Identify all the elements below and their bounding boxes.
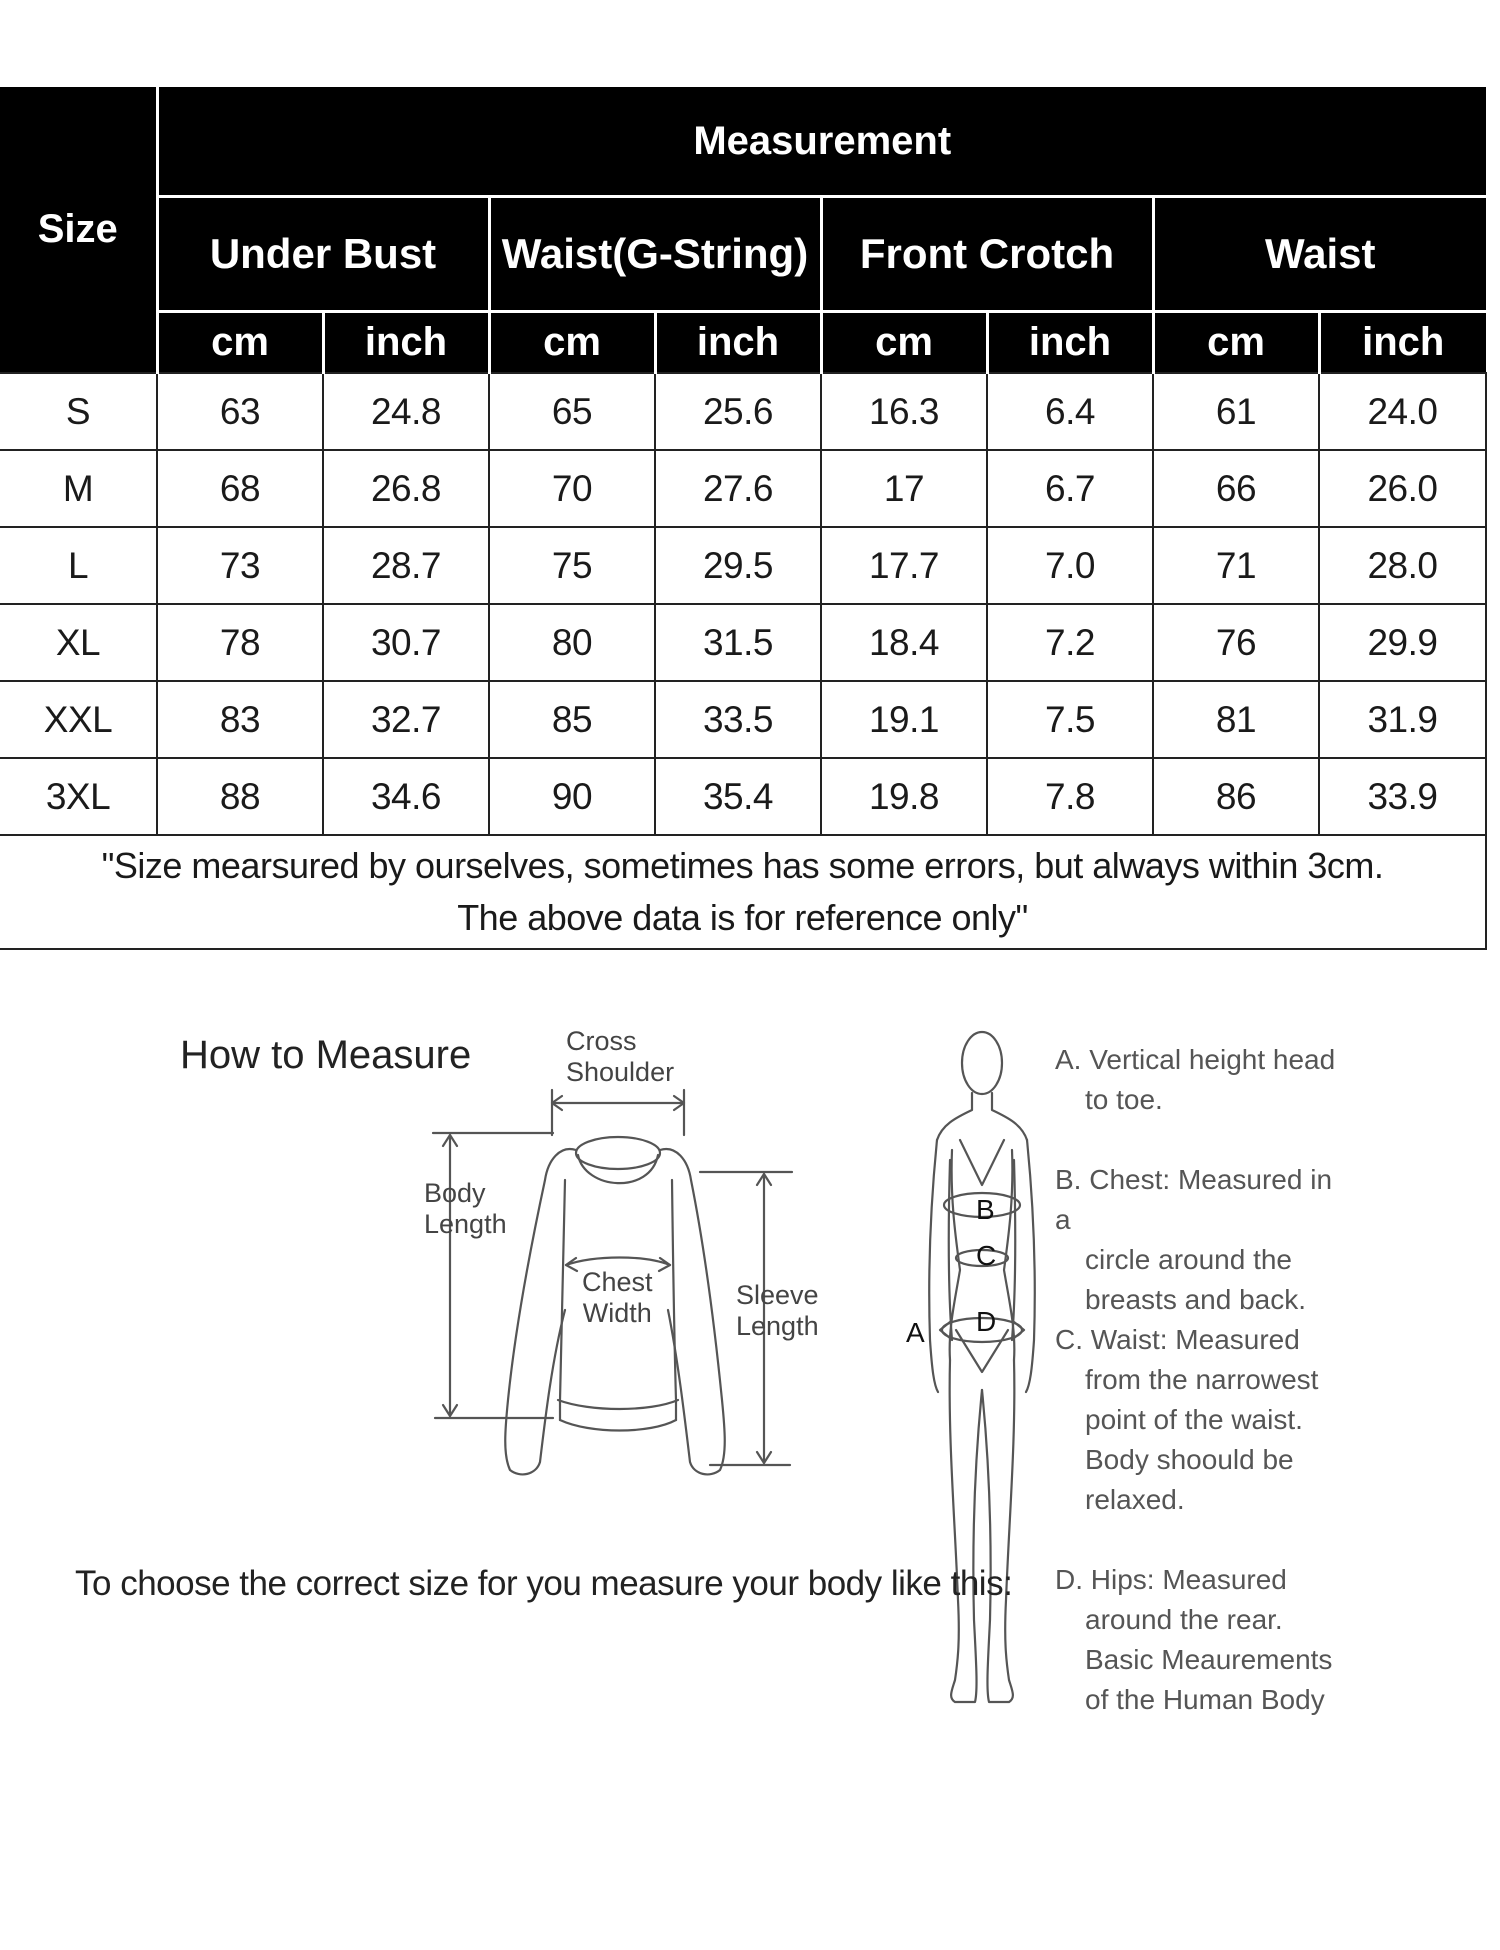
body-letter-d: D xyxy=(976,1306,997,1337)
sleeve-length-label xyxy=(736,1280,819,1342)
value-cell: 28.0 xyxy=(1319,527,1486,604)
body-letter-c: C xyxy=(976,1240,997,1271)
group-header-waist: Waist xyxy=(1153,197,1486,312)
value-cell: 24.8 xyxy=(323,373,489,450)
description-b-line-1: B. Chest: Measured in a xyxy=(1055,1164,1333,1235)
value-cell: 26.8 xyxy=(323,450,489,527)
description-c xyxy=(1055,1320,1355,1520)
description-b xyxy=(1055,1160,1355,1320)
value-cell: 32.7 xyxy=(323,681,489,758)
value-cell: 90 xyxy=(489,758,655,835)
value-cell: 7.2 xyxy=(987,604,1153,681)
value-cell: 16.3 xyxy=(821,373,987,450)
value-cell: 26.0 xyxy=(1319,450,1486,527)
value-cell: 19.8 xyxy=(821,758,987,835)
value-cell: 31.5 xyxy=(655,604,821,681)
value-cell: 6.4 xyxy=(987,373,1153,450)
value-cell: 6.7 xyxy=(987,450,1153,527)
unit-header-cm: cm xyxy=(1153,312,1319,374)
description-a-line-2: to toe. xyxy=(1085,1084,1163,1115)
value-cell: 30.7 xyxy=(323,604,489,681)
measurement-header: Measurement xyxy=(157,87,1486,197)
value-cell: 76 xyxy=(1153,604,1319,681)
value-cell: 7.5 xyxy=(987,681,1153,758)
value-cell: 80 xyxy=(489,604,655,681)
description-d xyxy=(1055,1560,1355,1720)
description-b-line-2: circle around the xyxy=(1085,1244,1293,1275)
cross-shoulder-label xyxy=(566,1026,674,1088)
description-c-line-3: point of the waist. xyxy=(1085,1404,1303,1435)
value-cell: 88 xyxy=(157,758,323,835)
chest-width-label-line-1: Chest xyxy=(582,1267,653,1297)
value-cell: 28.7 xyxy=(323,527,489,604)
size-cell: 3XL xyxy=(0,758,157,835)
value-cell: 7.8 xyxy=(987,758,1153,835)
cross-shoulder-label-line-1: Cross xyxy=(566,1026,637,1056)
group-header-waist-g-string: Waist(G-String) xyxy=(489,197,821,312)
chest-width-label-line-2: Width xyxy=(582,1298,652,1328)
value-cell: 86 xyxy=(1153,758,1319,835)
description-b-line-3: breasts and back. xyxy=(1085,1284,1307,1315)
size-cell: M xyxy=(0,450,157,527)
unit-header-cm: cm xyxy=(157,312,323,374)
chest-width-label xyxy=(582,1267,653,1329)
value-cell: 65 xyxy=(489,373,655,450)
unit-header-inch: inch xyxy=(987,312,1153,374)
value-cell: 34.6 xyxy=(323,758,489,835)
value-cell: 17 xyxy=(821,450,987,527)
description-d-line-3: Basic Meaurements xyxy=(1085,1644,1333,1675)
sleeve-length-label-line-2: Length xyxy=(736,1311,819,1341)
body-length-label-line-2: Length xyxy=(424,1209,507,1239)
value-cell: 71 xyxy=(1153,527,1319,604)
value-cell: 70 xyxy=(489,450,655,527)
value-cell: 29.5 xyxy=(655,527,821,604)
value-cell: 31.9 xyxy=(1319,681,1486,758)
description-d-line-1: D. Hips: Measured xyxy=(1055,1564,1287,1595)
sleeve-length-label-line-1: Sleeve xyxy=(736,1280,819,1310)
unit-header-cm: cm xyxy=(489,312,655,374)
value-cell: 78 xyxy=(157,604,323,681)
note-line-1: "Size mearsured by ourselves, sometimes has some errors, but always within 3cm. xyxy=(101,845,1384,886)
unit-header-inch: inch xyxy=(1319,312,1486,374)
body-letter-a: A xyxy=(906,1317,925,1348)
group-header-front-crotch: Front Crotch xyxy=(821,197,1153,312)
value-cell: 17.7 xyxy=(821,527,987,604)
body-letter-b: B xyxy=(976,1194,995,1225)
unit-header-cm: cm xyxy=(821,312,987,374)
size-cell: XL xyxy=(0,604,157,681)
unit-header-inch: inch xyxy=(655,312,821,374)
value-cell: 61 xyxy=(1153,373,1319,450)
description-c-line-4: Body shoould be xyxy=(1085,1444,1294,1475)
size-column-header: Size xyxy=(0,87,157,373)
size-cell: S xyxy=(0,373,157,450)
value-cell: 63 xyxy=(157,373,323,450)
value-cell: 83 xyxy=(157,681,323,758)
how-to-measure-title: How to Measure xyxy=(180,1033,472,1077)
value-cell: 73 xyxy=(157,527,323,604)
description-a xyxy=(1055,1040,1355,1120)
value-cell: 27.6 xyxy=(655,450,821,527)
body-length-label xyxy=(424,1178,507,1240)
value-cell: 33.5 xyxy=(655,681,821,758)
group-header-under-bust: Under Bust xyxy=(157,197,489,312)
value-cell: 66 xyxy=(1153,450,1319,527)
description-a-line-1: A. Vertical height head xyxy=(1055,1044,1336,1075)
unit-header-inch: inch xyxy=(323,312,489,374)
value-cell: 24.0 xyxy=(1319,373,1486,450)
value-cell: 18.4 xyxy=(821,604,987,681)
value-cell: 85 xyxy=(489,681,655,758)
size-cell: XXL xyxy=(0,681,157,758)
value-cell: 35.4 xyxy=(655,758,821,835)
value-cell: 7.0 xyxy=(987,527,1153,604)
value-cell: 19.1 xyxy=(821,681,987,758)
description-d-line-4: of the Human Body xyxy=(1085,1684,1325,1715)
value-cell: 29.9 xyxy=(1319,604,1486,681)
cross-shoulder-label-line-2: Shoulder xyxy=(566,1057,675,1087)
value-cell: 33.9 xyxy=(1319,758,1486,835)
choose-size-instruction: To choose the correct size for you measure your body like this: xyxy=(75,1564,1013,1603)
value-cell: 68 xyxy=(157,450,323,527)
description-c-line-1: C. Waist: Measured xyxy=(1055,1324,1300,1355)
value-cell: 75 xyxy=(489,527,655,604)
value-cell: 25.6 xyxy=(655,373,821,450)
value-cell: 81 xyxy=(1153,681,1319,758)
description-c-line-2: from the narrowest xyxy=(1085,1364,1319,1395)
size-cell: L xyxy=(0,527,157,604)
note-line-2: The above data is for reference only" xyxy=(457,897,1028,938)
description-d-line-2: around the rear. xyxy=(1085,1604,1283,1635)
body-length-label-line-1: Body xyxy=(424,1178,486,1208)
description-c-line-5: relaxed. xyxy=(1085,1484,1185,1515)
